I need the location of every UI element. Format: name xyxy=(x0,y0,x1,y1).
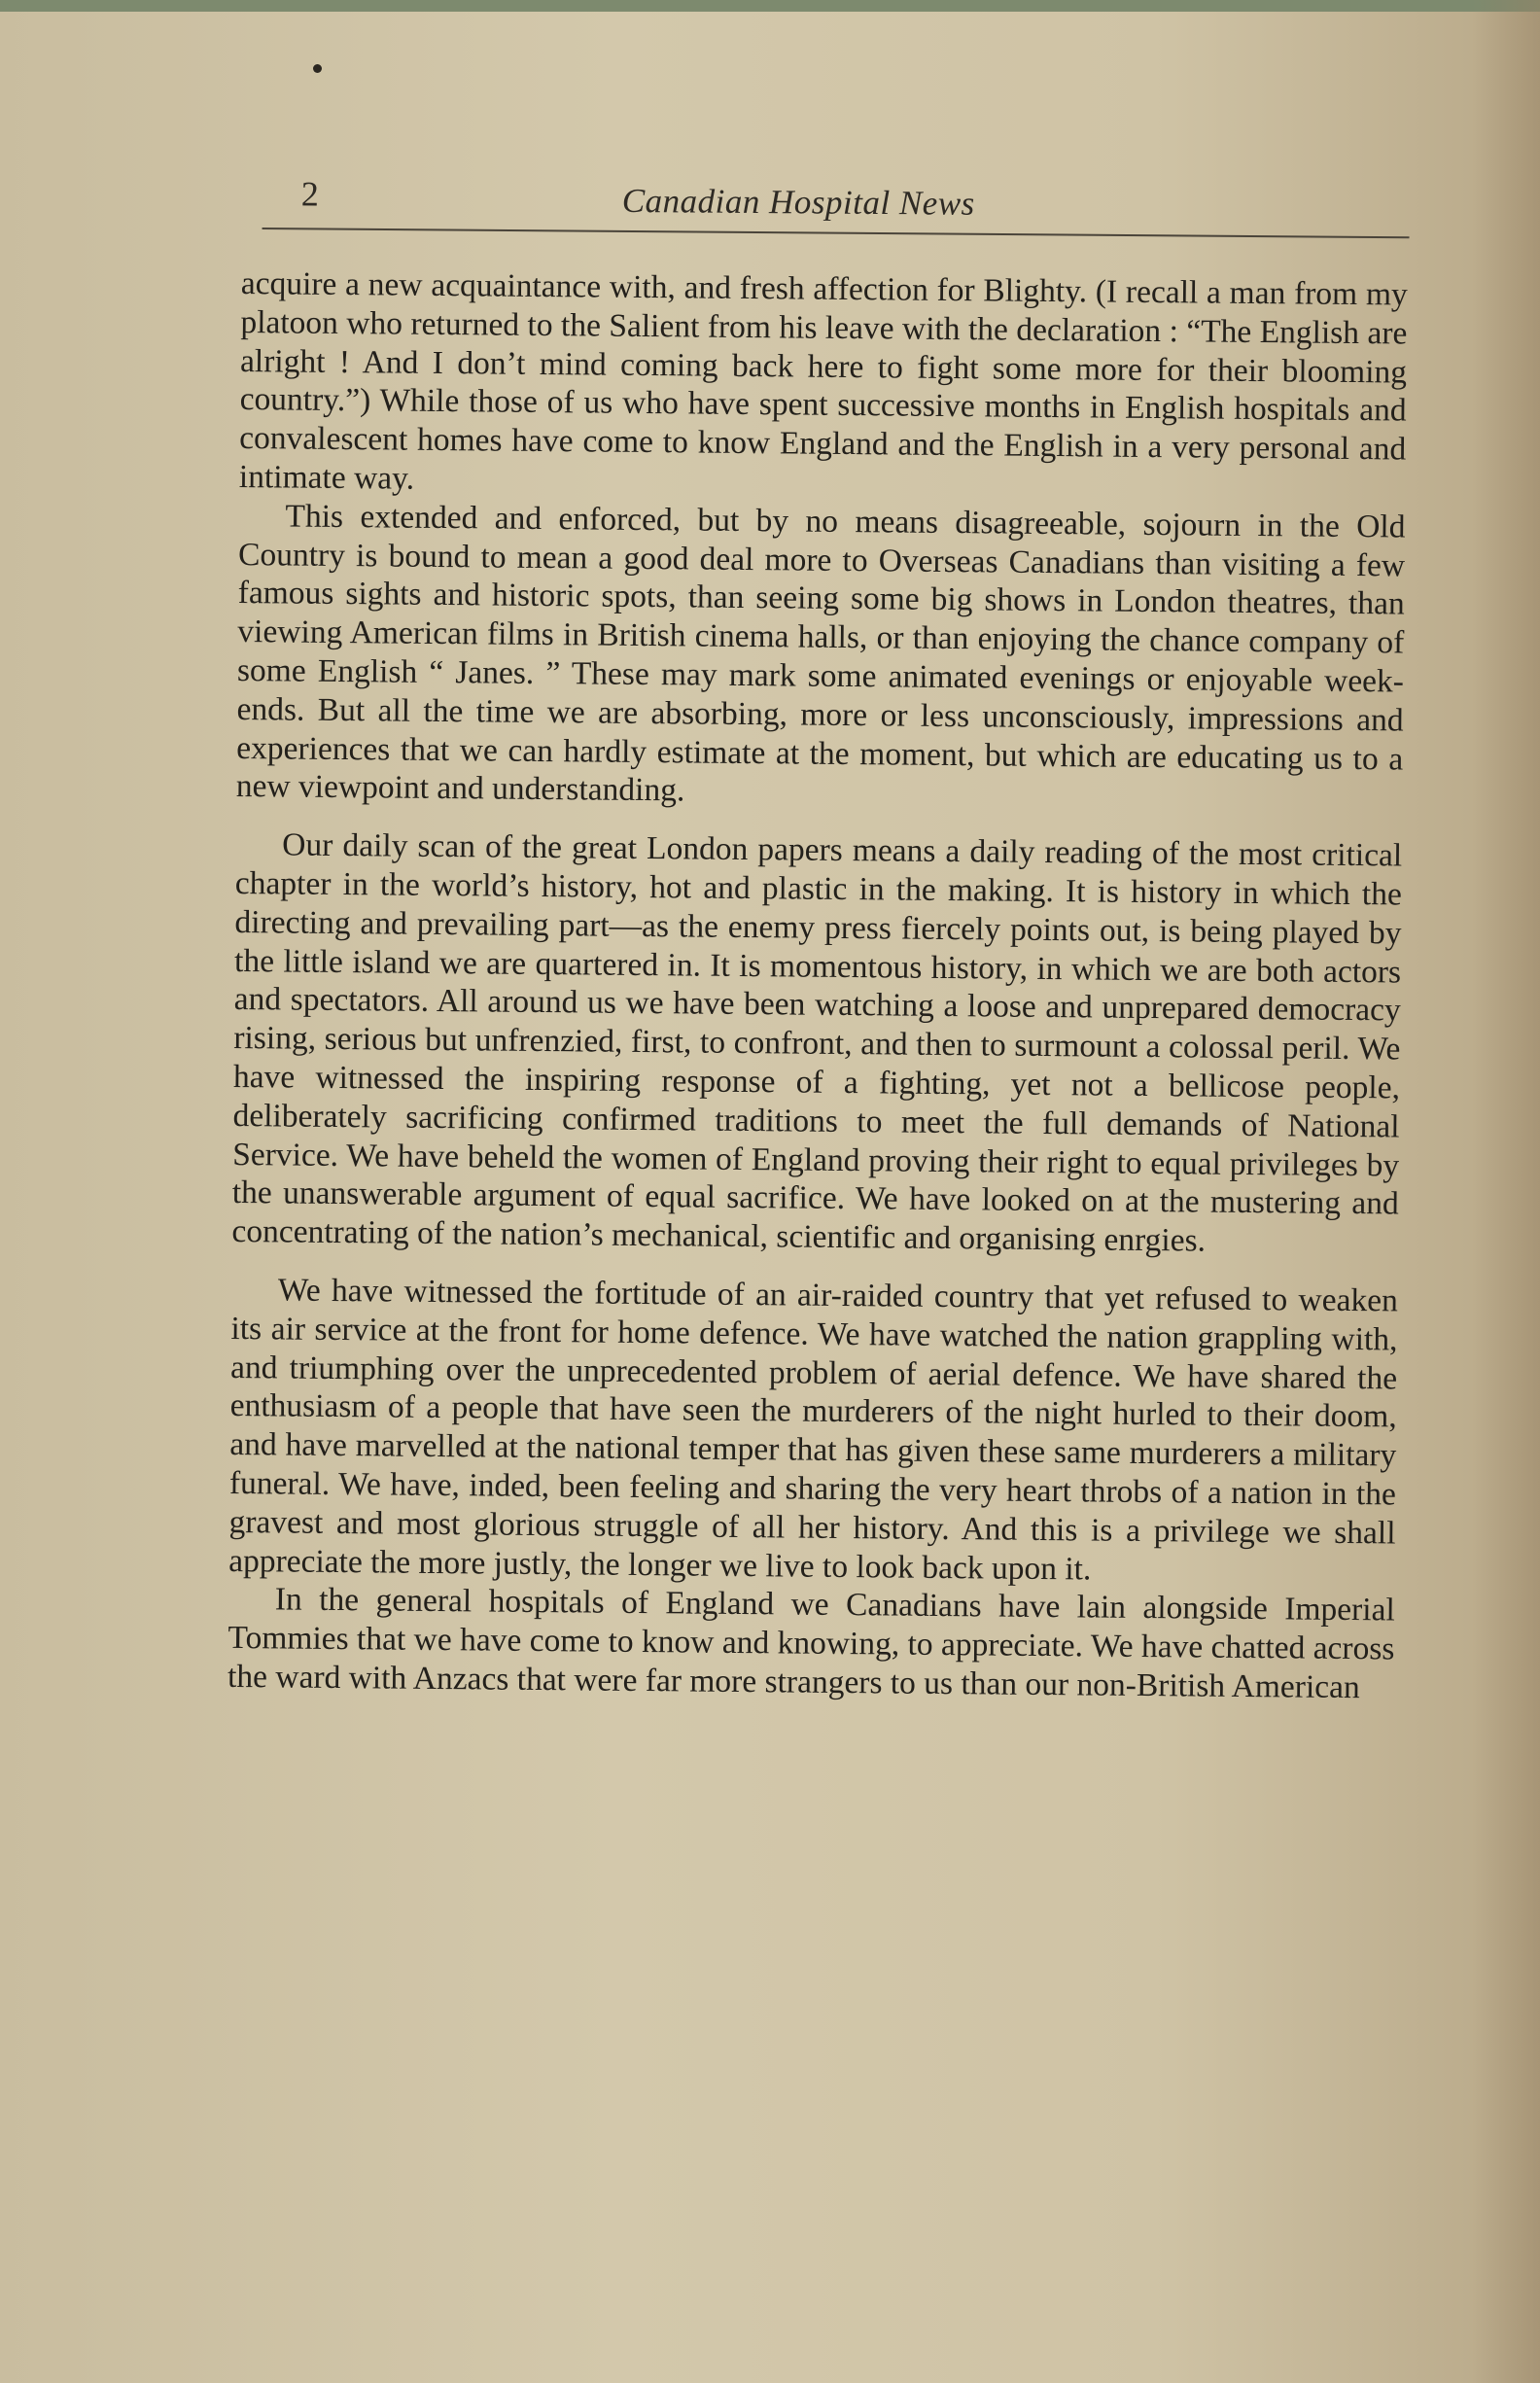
page-header xyxy=(262,173,1409,246)
paragraph-5: In the general hospitals of England we Canadians have lain alongside Imperial Tommies that we have come to know and knowing, to appreciate. We have chatted across the ward with Anzacs that were far more strangers to us than our non-British American xyxy=(227,1581,1395,1706)
paragraph-1: acquire a new acquaintance with, and fresh affection for Blighty. (I recall a man from my platoon who returned to the Salient from his leave with the declaration : “The English are alright ! And I don’t mind coming back here to fight some more for their blooming country.”) While those of us who have spent successive months in English hospitals and convalescent homes have come to know England and the English in a very personal and intimate way. xyxy=(238,264,1408,497)
paragraph-3: Our daily scan of the great London papers means a daily reading of the most critical chapter in the world’s history, hot and plastic in the making. It is history in which the directing and prevailing part—as the enemy press fiercely points out, is being played by the little island we are quartered in. It is momentous history, in which we are both actors and spectators. All around us we have been watching a loose and unprepared democracy rising, serious but unfrenzied, first, to confront, and then to surmount a colossal peril. We have witnessed the inspiring response of a fighting, yet not a bellicose people, deliberately sacrificing confirmed traditions to meet the full demands of National Service. We have beheld the women of England proving their right to equal privileges by the unanswerable argument of equal sacrifice. We have looked on at the mustering and concentrating of the nation’s mechanical, scientific and organising enrgies. xyxy=(231,826,1403,1259)
ink-dot xyxy=(313,64,322,73)
page-number: 2 xyxy=(300,174,319,214)
paragraph-4: We have witnessed the fortitude of an air-raided country that yet refused to weaken its air service at the front for home defence. We have watched the nation grappling with, and triumphing over the unprecedented problem of aerial defence. We have shared the enthusiasm of a people that have seen the murderers of the night hurled to their doom, and have marvelled at the national temper that has given these same murderers a military funeral. We have, inded, been feeling and sharing the very heart throbs of a nation in the gravest and most glorious struggle of all her history. And this is a privilege we shall appreciate the more justly, the longer we live to look back upon it. xyxy=(228,1272,1399,1587)
page-edge-shadow xyxy=(1472,0,1540,2383)
paragraph-2: This extended and enforced, but by no means disagreeable, sojourn in the Old Country is bound to mean a good deal more to Overseas Canadians than visiting a few famous sights and historic spots, than seeing some big shows in London theatres, than viewing American films in British cinema halls, or than enjoying the chance company of some English “ Janes. ” These may mark some animated evenings or enjoyable week-ends. But all the time we are absorbing, more or less unconsciously, impressions and experiences that we can hardly estimate at the moment, but which are educating us to a new viewpoint and understanding. xyxy=(235,498,1406,809)
cover-edge-strip xyxy=(0,0,1540,12)
running-head: Canadian Hospital News xyxy=(621,181,975,223)
article-body xyxy=(228,264,1408,1707)
header-rule xyxy=(262,228,1410,238)
